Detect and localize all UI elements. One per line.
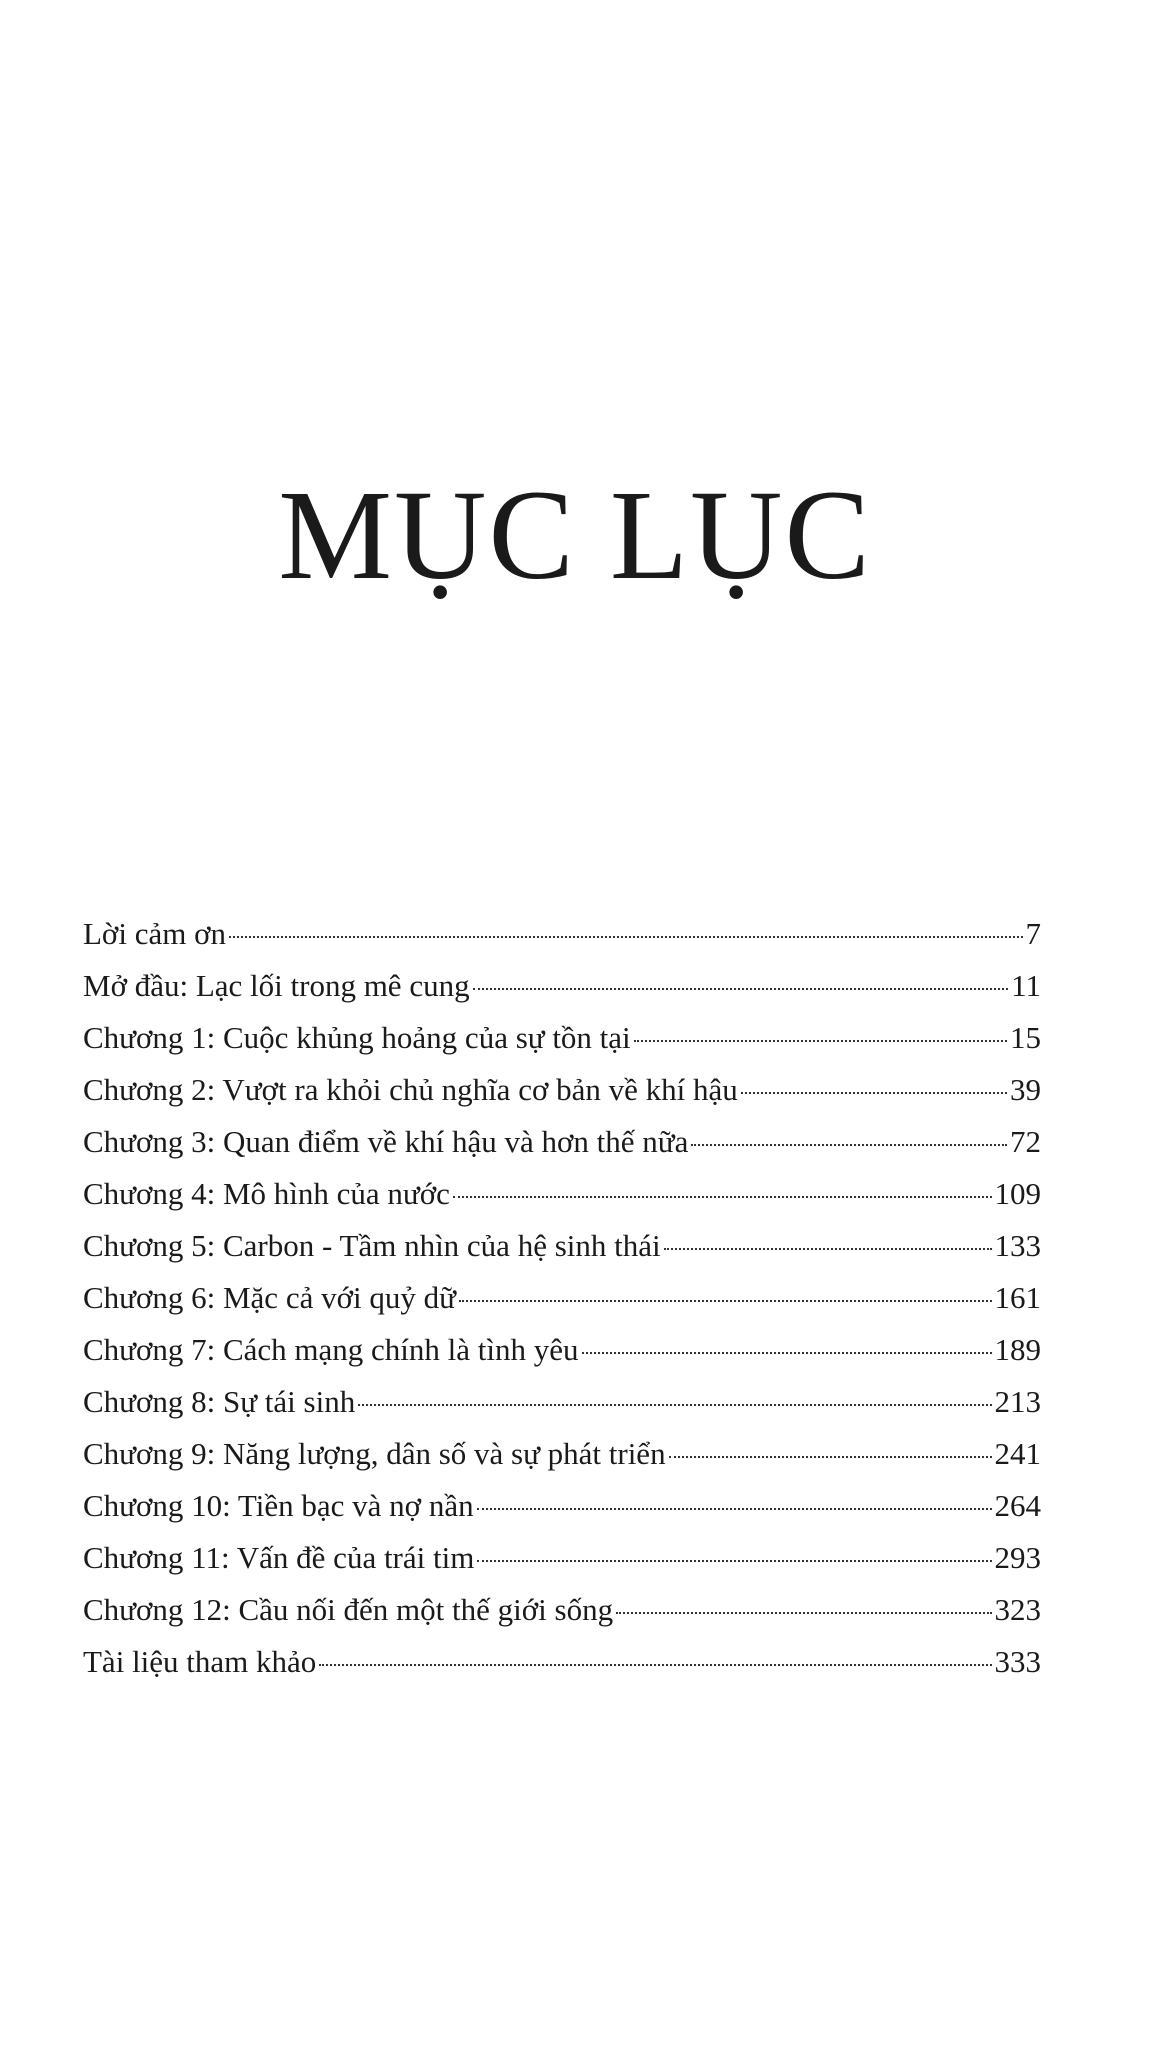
toc-entry-title: Chương 2: Vượt ra khỏi chủ nghĩa cơ bản về khí hậu — [83, 1072, 738, 1107]
toc-entry-page: 11 — [1011, 968, 1041, 1003]
toc-entry-title: Chương 12: Cầu nối đến một thế giới sống — [83, 1592, 614, 1627]
dot-leader — [616, 1612, 991, 1614]
dot-leader — [741, 1092, 1007, 1094]
toc-entry-page: 39 — [1010, 1072, 1041, 1107]
dot-leader — [229, 936, 1023, 938]
toc-entry — [83, 908, 1041, 960]
toc-entry-page: 333 — [994, 1644, 1041, 1679]
toc-entry — [83, 1480, 1041, 1532]
table-of-contents — [83, 908, 1041, 1688]
dot-leader — [664, 1248, 992, 1250]
toc-entry-page: 133 — [994, 1228, 1041, 1263]
dot-leader — [634, 1040, 1007, 1042]
toc-entry-page: 241 — [994, 1436, 1041, 1471]
toc-entry-title: Chương 5: Carbon - Tầm nhìn của hệ sinh thái — [83, 1228, 661, 1263]
toc-entry-title: Tài liệu tham khảo — [83, 1644, 317, 1679]
dot-leader — [669, 1456, 992, 1458]
toc-entry-page: 293 — [994, 1540, 1041, 1575]
toc-entry-title: Chương 11: Vấn đề của trái tim — [83, 1540, 475, 1575]
dot-leader — [477, 1560, 991, 1562]
toc-entry-page: 264 — [994, 1488, 1041, 1523]
toc-entry-title: Mở đầu: Lạc lối trong mê cung — [83, 968, 470, 1003]
dot-leader — [473, 988, 1009, 990]
toc-entry — [83, 1116, 1041, 1168]
toc-entry — [83, 1168, 1041, 1220]
dot-leader — [477, 1508, 992, 1510]
toc-entry — [83, 1636, 1041, 1688]
page-title: MỤC LỤC — [278, 464, 872, 606]
toc-entry-page: 323 — [994, 1592, 1041, 1627]
toc-entry-page: 161 — [994, 1280, 1041, 1315]
toc-entry-title: Chương 9: Năng lượng, dân số và sự phát triển — [83, 1436, 666, 1471]
toc-entry — [83, 1532, 1041, 1584]
toc-entry — [83, 1428, 1041, 1480]
toc-entry-page: 72 — [1010, 1124, 1041, 1159]
dot-leader — [319, 1664, 991, 1666]
toc-entry — [83, 1012, 1041, 1064]
toc-entry-title: Chương 8: Sự tái sinh — [83, 1384, 356, 1419]
toc-entry-title: Lời cảm ơn — [83, 916, 226, 951]
toc-entry-page: 189 — [994, 1332, 1041, 1367]
toc-entry-title: Chương 10: Tiền bạc và nợ nần — [83, 1488, 474, 1523]
toc-entry-title: Chương 3: Quan điểm về khí hậu và hơn thế nữa — [83, 1124, 689, 1159]
toc-entry — [83, 1064, 1041, 1116]
toc-entry-title: Chương 6: Mặc cả với quỷ dữ — [83, 1280, 456, 1315]
toc-entry — [83, 960, 1041, 1012]
dot-leader — [453, 1196, 992, 1198]
dot-leader — [691, 1144, 1007, 1146]
toc-entry-page: 15 — [1010, 1020, 1041, 1055]
toc-entry-page: 109 — [994, 1176, 1041, 1211]
dot-leader — [459, 1300, 992, 1302]
toc-entry — [83, 1272, 1041, 1324]
toc-entry-page: 213 — [994, 1384, 1041, 1419]
toc-entry — [83, 1220, 1041, 1272]
toc-entry-title: Chương 1: Cuộc khủng hoảng của sự tồn tại — [83, 1020, 631, 1055]
toc-entry-title: Chương 4: Mô hình của nước — [83, 1176, 450, 1211]
toc-entry — [83, 1324, 1041, 1376]
toc-entry — [83, 1584, 1041, 1636]
toc-entry-page: 7 — [1025, 916, 1041, 951]
dot-leader — [358, 1404, 991, 1406]
dot-leader — [582, 1352, 992, 1354]
toc-entry — [83, 1376, 1041, 1428]
toc-entry-title: Chương 7: Cách mạng chính là tình yêu — [83, 1332, 579, 1367]
